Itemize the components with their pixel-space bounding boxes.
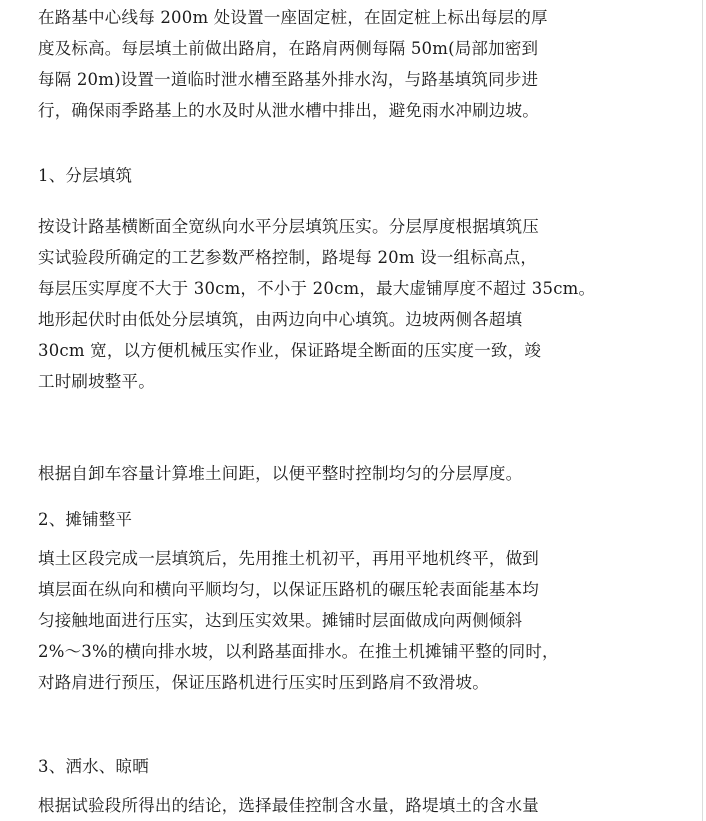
text-line: 实试验段所确定的工艺参数严格控制，路堤每 20m 设一组标高点， xyxy=(38,248,538,267)
text-line: 在路基中心线每 200m 处设置一座固定桩，在固定桩上标出每层的厚 xyxy=(38,8,548,27)
section-heading-layered-filling xyxy=(38,160,638,191)
text-line: 度及标高。每层填土前做出路肩，在路肩两侧每隔 50m(局部加密到 xyxy=(38,39,539,58)
text-line: 匀接触地面进行压实，达到压实效果。摊铺时层面做成向两侧倾斜 xyxy=(38,611,523,630)
paragraph-layered-filling xyxy=(38,211,638,397)
text-line: 填层面在纵向和横向平顺均匀，以保证压路机的碾压轮表面能基本均 xyxy=(38,580,539,599)
text-line: 每隔 20m)设置一道临时泄水槽至路基外排水沟，与路基填筑同步进 xyxy=(38,70,539,89)
paragraph-moisture-content xyxy=(38,790,638,821)
page-edge-divider xyxy=(702,0,703,821)
paragraph-dump-truck-spacing xyxy=(38,458,638,489)
paragraph-fixed-stakes xyxy=(38,2,638,126)
text-line: 工时刷坡整平。 xyxy=(38,372,155,391)
paragraph-spreading-leveling xyxy=(38,543,638,698)
heading-text: 2、摊铺整平 xyxy=(38,510,133,529)
text-line: 填土区段完成一层填筑后，先用推土机初平，再用平地机终平，做到 xyxy=(38,549,539,568)
text-line: 按设计路基横断面全宽纵向水平分层填筑压实。分层厚度根据填筑压 xyxy=(38,217,539,236)
heading-text: 3、洒水、晾晒 xyxy=(38,757,149,776)
text-line: 30cm 宽，以方便机械压实作业，保证路堤全断面的压实度一致，竣 xyxy=(38,341,542,360)
text-line: 对路肩进行预压，保证压路机进行压实时压到路肩不致滑坡。 xyxy=(38,673,489,692)
text-line: 每层压实厚度不大于 30cm，不小于 20cm，最大虚铺厚度不超过 35cm。 xyxy=(38,279,596,298)
text-line: 地形起伏时由低处分层填筑，由两边向中心填筑。边坡两侧各超填 xyxy=(38,310,523,329)
section-heading-spreading-leveling xyxy=(38,504,638,535)
text-line: 根据试验段所得出的结论，选择最佳控制含水量，路堤填土的含水量 xyxy=(38,796,539,815)
section-heading-watering-drying xyxy=(38,751,638,782)
heading-text: 1、分层填筑 xyxy=(38,166,133,185)
text-line: 根据自卸车容量计算堆土间距，以便平整时控制均匀的分层厚度。 xyxy=(38,464,523,483)
text-line: 2%～3%的横向排水坡，以利路基面排水。在推土机摊铺平整的同时， xyxy=(38,642,559,661)
text-line: 行，确保雨季路基上的水及时从泄水槽中排出，避免雨水冲刷边坡。 xyxy=(38,101,539,120)
